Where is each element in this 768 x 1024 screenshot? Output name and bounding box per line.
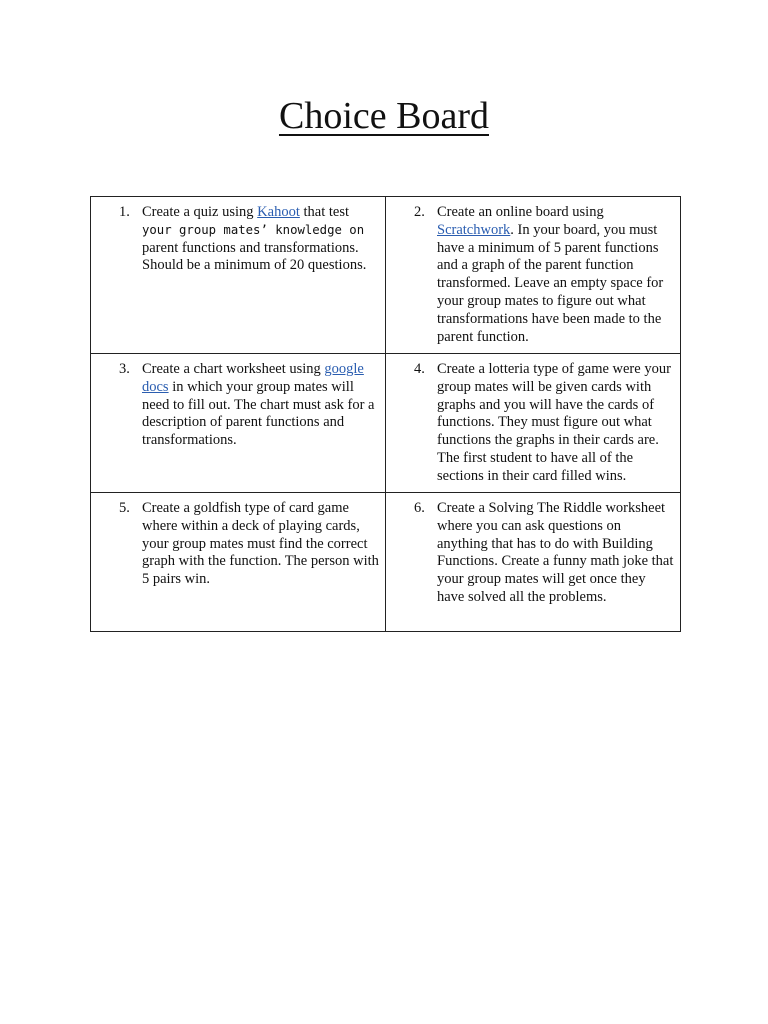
table-row: [91, 197, 681, 354]
scratchwork-link[interactable]: Scratchwork: [437, 221, 511, 238]
choice-number: 3.: [119, 361, 130, 377]
choice-cell-3: [91, 354, 386, 493]
choice-text: Create a Solving The Riddle worksheet where you can ask questions on anything that has to do with Building Functions. Create a funny math joke that your group mates will get once they have solved all the problems.: [437, 500, 674, 605]
choice-text: your group mates’ knowledge on: [142, 222, 365, 237]
choice-number: 4.: [414, 361, 425, 377]
choice-item-4: [386, 354, 680, 492]
choice-number: 6.: [414, 500, 425, 516]
choice-cell-1: [91, 197, 386, 354]
choice-text: that test: [299, 204, 349, 220]
choice-number: 5.: [119, 500, 130, 516]
choice-cell-2: [386, 197, 681, 354]
choice-item-6: [386, 493, 680, 613]
choice-cell-4: [386, 354, 681, 493]
choice-text: . In your board, you must have a minimum of 5 parent functions and a graph of the parent function transformed. Leave an empty space for your group mates to figure out what transformations have been made to the parent function.: [437, 221, 664, 345]
choice-cell-5: [91, 493, 386, 632]
choice-number: 1.: [119, 204, 130, 220]
choice-text: in which your group mates will need to fill out. The chart must ask for a description of parent functions and transformations.: [142, 378, 375, 449]
choice-item-3: [91, 354, 385, 456]
choice-text: Create an online board using: [437, 204, 604, 220]
choice-text: Create a quiz using: [142, 204, 258, 220]
kahoot-link[interactable]: Kahoot: [257, 204, 300, 220]
choice-number: 2.: [414, 204, 425, 220]
choice-board-table: [90, 196, 681, 632]
choice-text: Create a chart worksheet using: [142, 361, 325, 377]
table-row: [91, 493, 681, 632]
google-docs-link[interactable]: google docs: [142, 361, 364, 395]
choice-text: Create a lotteria type of game were your group mates will be given cards with graphs and you will have the cards of functions. They must figure out what functions the graphs in their cards are. The first student to have all of the sections in their card filled wins.: [437, 361, 671, 484]
choice-item-5: [91, 493, 385, 595]
choice-item-2: [386, 197, 680, 352]
page-title: Choice Board: [278, 95, 489, 137]
choice-item-1: [91, 197, 385, 281]
choice-text: parent functions and transformations. Should be a minimum of 20 questions.: [142, 239, 367, 274]
choice-cell-6: [386, 493, 681, 632]
table-row: [91, 354, 681, 493]
choice-text: Create a goldfish type of card game where within a deck of playing cards, your group mates must find the correct graph with the function. The person with 5 pairs win.: [142, 500, 379, 588]
